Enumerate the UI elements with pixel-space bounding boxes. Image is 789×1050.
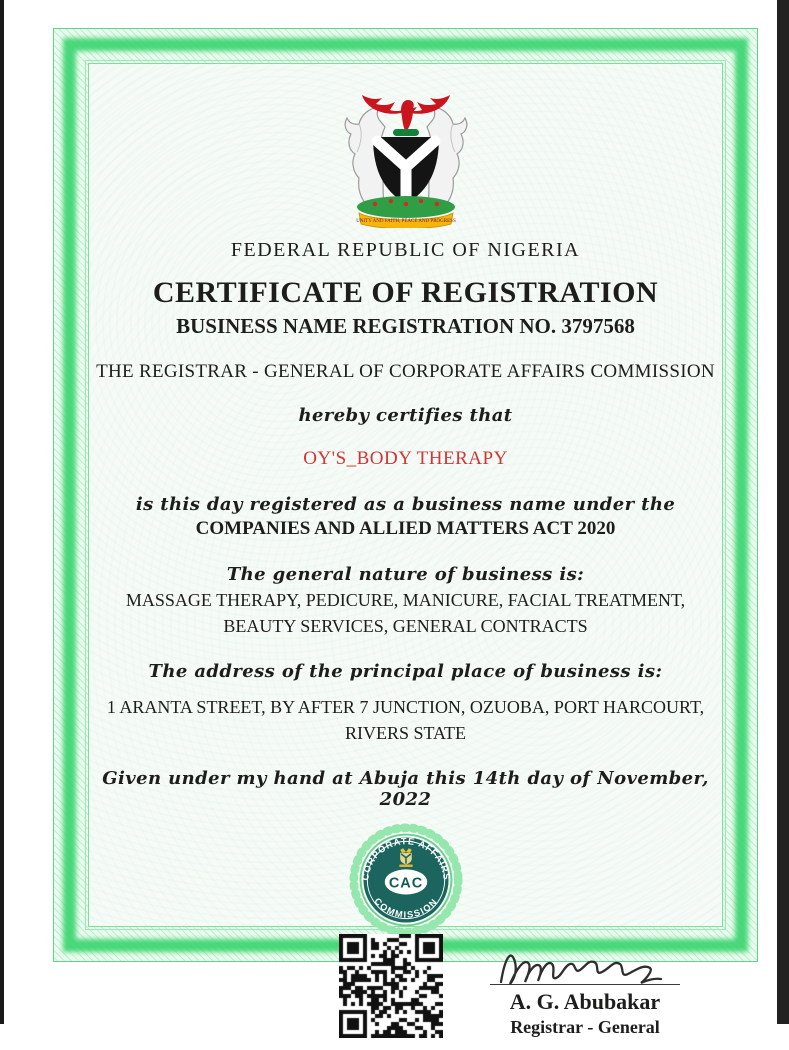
country-title: FEDERAL REPUBLIC OF NIGERIA [230, 239, 581, 261]
photo-edge-right [777, 0, 789, 1024]
signature-line [490, 984, 680, 985]
certificate-title: CERTIFICATE OF REGISTRATION [152, 276, 659, 309]
certificate-frame [53, 28, 758, 1038]
certificate-body [88, 63, 723, 1038]
signature-icon [495, 940, 675, 988]
issuer-line: THE REGISTRAR - GENERAL OF CORPORATE AFFAIRS COMMISSION [96, 361, 715, 382]
seal-center-text: CAC [388, 875, 423, 892]
address-text: 1 ARANTA STREET, BY AFTER 7 JUNCTION, OZUOBA, PORT HARCOURT, RIVERS STATE [106, 697, 705, 744]
issued-line: Given under my hand at Abuja this 14th day of November, 2022 [102, 768, 709, 811]
coat-of-arms-motto: UNITY AND FAITH, PEACE AND PROGRESS [355, 219, 456, 224]
seal-bottom-text: COMMISSION [371, 896, 440, 921]
nigeria-coat-of-arms-icon [313, 92, 499, 228]
registration-number-line: BUSINESS NAME REGISTRATION NO. 3797568 [176, 314, 635, 338]
business-name: OY'S_BODY THERAPY [303, 448, 508, 469]
signatory-name: A. G. Abubakar [509, 989, 661, 1015]
nature-heading: The general nature of business is: [226, 564, 585, 585]
cac-seal-icon [348, 822, 464, 938]
qr-code [339, 934, 443, 1038]
seal-top-text: CORPORATE AFFAIRS [359, 836, 452, 882]
registered-under-line: is this day registered as a business name under the [135, 494, 676, 515]
act-line: COMPANIES AND ALLIED MATTERS ACT 2020 [195, 518, 616, 539]
address-heading: The address of the principal place of business is: [148, 661, 663, 683]
certifies-line: hereby certifies that [298, 405, 513, 426]
nature-text: MASSAGE THERAPY, PEDICURE, MANICURE, FACIAL TREATMENT, BEAUTY SERVICES, GENERAL CONTRACTS [125, 590, 686, 637]
signatory-title: Registrar - General [510, 1017, 660, 1038]
photo-edge-left [0, 0, 4, 1024]
